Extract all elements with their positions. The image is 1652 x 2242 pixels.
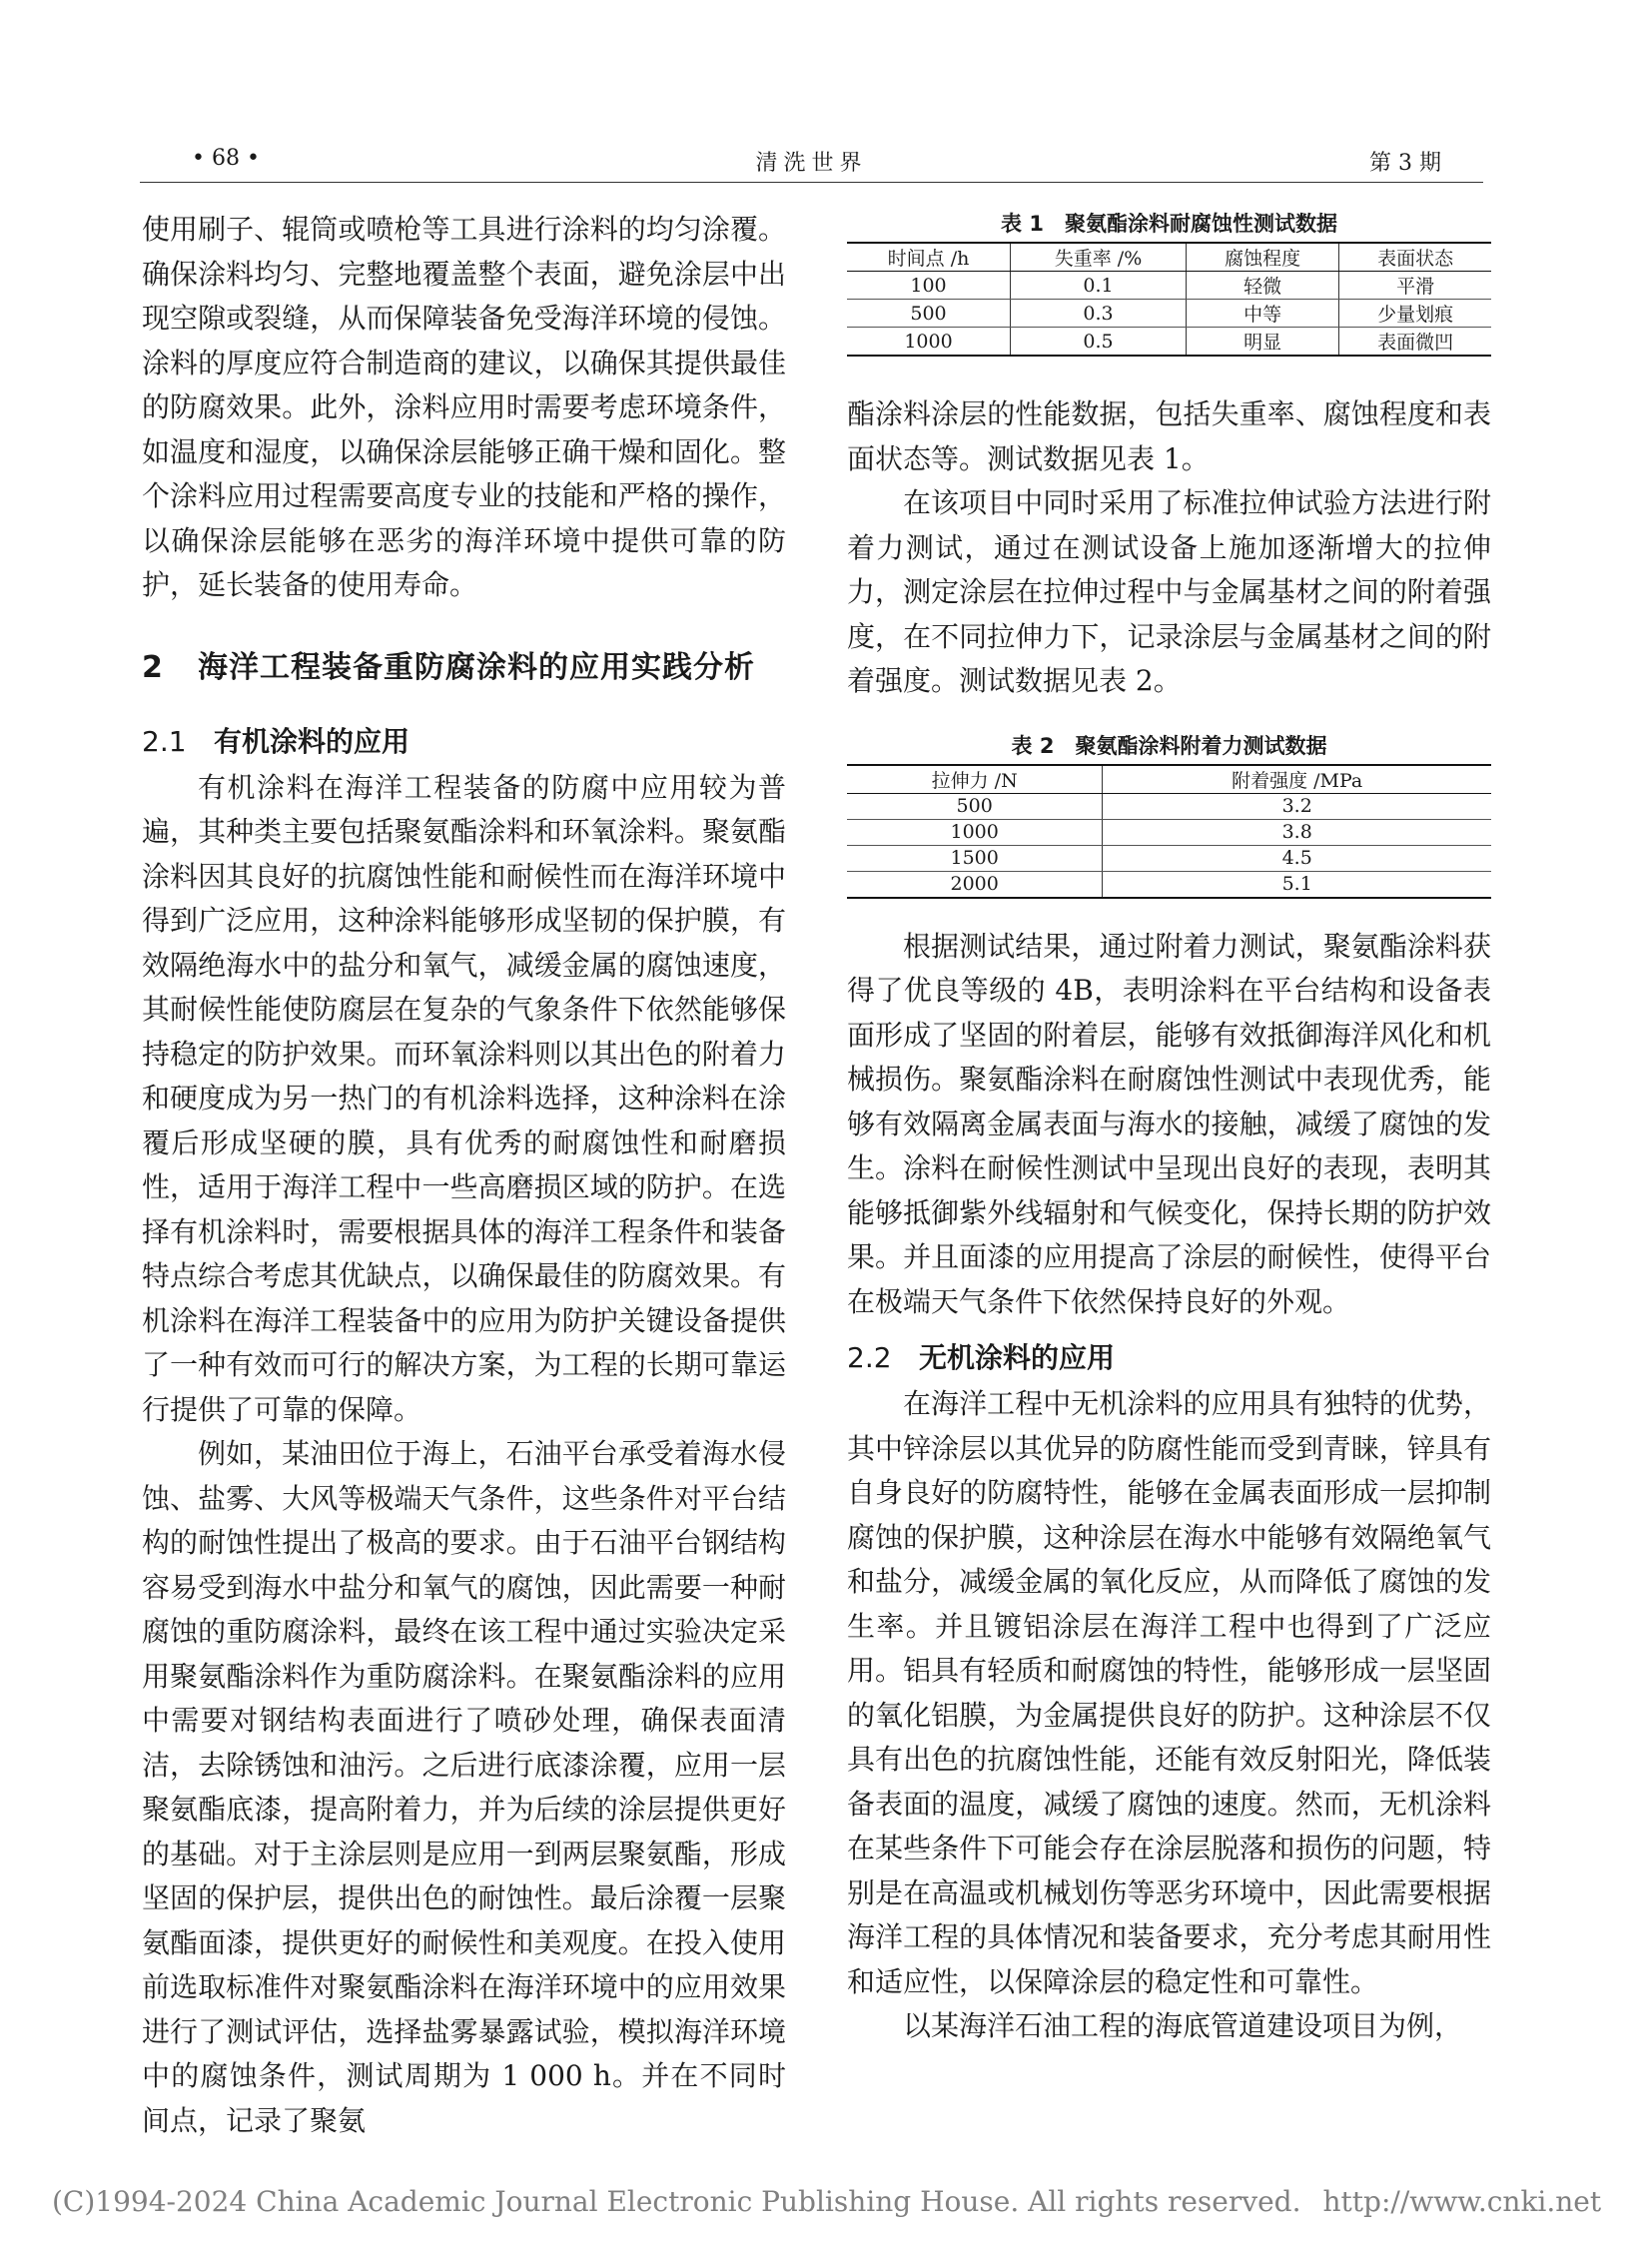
running-header	[140, 140, 1483, 183]
table-header-row	[847, 765, 1491, 794]
table-row	[847, 819, 1491, 845]
paragraph-test-results: 根据测试结果，通过附着力测试，聚氨酯涂料获得了优良等级的 4B，表明涂料在平台结构和设备表面形成了坚固的附着层，能够有效抵御海洋风化和机械损伤。聚氨酯涂料在耐腐蚀性测试中表现优秀，能够有效隔离金属表面与海水的接触，减缓了腐蚀的发生。涂料在耐候性测试中呈现出良好的表现，表明其能够抵御紫外线辐射和气候变化，保持长期的防护效果。并且面漆的应用提高了涂层的耐候性，使得平台在极端天气条件下依然保持良好的外观。	[847, 929, 1491, 1318]
section-heading-2	[142, 642, 786, 686]
table-row	[847, 845, 1491, 871]
left-column	[142, 208, 786, 2143]
table-cell: 少量划痕	[1339, 300, 1491, 328]
copyright-notice: (C)1994-2024 China Academic Journal Electronic Publishing House. All rights reserved.	[52, 2185, 1301, 2218]
table-cell: 表面微凹	[1339, 328, 1491, 357]
table-cell: 5.1	[1103, 871, 1491, 898]
subsection-heading-2-1	[142, 720, 786, 760]
table-cell: 1000	[847, 819, 1103, 845]
issue-label: 第 3 期	[1369, 151, 1441, 176]
table-2-grid	[847, 764, 1491, 899]
table-cell: 1500	[847, 845, 1103, 871]
table-row	[847, 300, 1491, 328]
table-cell: 3.8	[1103, 819, 1491, 845]
table-cell: 平滑	[1339, 272, 1491, 300]
paragraph-pipeline-example: 以某海洋石油工程的海底管道建设项目为例，	[903, 2009, 1463, 2042]
copyright-footer	[52, 2185, 1601, 2218]
subsection-number: 2.1	[142, 724, 187, 758]
table-cell: 2000	[847, 871, 1103, 898]
table-row	[847, 272, 1491, 300]
table-2	[847, 730, 1491, 899]
section-number: 2	[142, 649, 164, 685]
table-cell: 0.3	[1011, 300, 1187, 328]
table-header-row	[847, 243, 1491, 272]
paragraph-intro: 使用刷子、辊筒或喷枪等工具进行涂料的均匀涂覆。确保涂料均匀、完整地覆盖整个表面，避免涂层中出现空隙或裂缝，从而保障装备免受海洋环境的侵蚀。涂料的厚度应符合制造商的建议，以确保其提供最佳的防腐效果。此外，涂料应用时需要考虑环境条件，如温度和湿度，以确保涂层能够正确干燥和固化。整个涂料应用过程需要高度专业的技能和严格的操作，以确保涂层能够在恶劣的海洋环境中提供可靠的防护，延长装备的使用寿命。	[142, 213, 786, 601]
table-cell: 中等	[1187, 300, 1339, 328]
journal-title: 清洗世界	[755, 151, 868, 176]
column-header: 拉伸力 /N	[847, 765, 1103, 794]
table-row	[847, 328, 1491, 357]
table-cell: 明显	[1187, 328, 1339, 357]
subsection-number: 2.2	[847, 1341, 892, 1374]
table-cell: 100	[847, 272, 1011, 300]
column-header: 腐蚀程度	[1187, 243, 1339, 272]
table-1	[847, 208, 1491, 357]
table-cell: 500	[847, 793, 1103, 819]
column-header: 附着强度 /MPa	[1103, 765, 1491, 794]
table-1-title: 表 1 聚氨酯涂料耐腐蚀性测试数据	[1001, 212, 1337, 236]
table-2-title: 表 2 聚氨酯涂料附着力测试数据	[1011, 733, 1327, 758]
table-cell: 500	[847, 300, 1011, 328]
paragraph-oilfield-example: 例如，某油田位于海上，石油平台承受着海水侵蚀、盐雾、大风等极端天气条件，这些条件对平台结构的耐蚀性提出了极高的要求。由于石油平台钢结构容易受到海水中盐分和氧气的腐蚀，因此需要一种耐腐蚀的重防腐涂料，最终在该工程中通过实验决定采用聚氨酯涂料作为重防腐涂料。在聚氨酯涂料的应用中需要对钢结构表面进行了喷砂处理，确保表面清洁，去除锈蚀和油污。之后进行底漆涂覆，应用一层聚氨酯底漆，提高附着力，并为后续的涂层提供更好的基础。对于主涂层则是应用一到两层聚氨酯，形成坚固的保护层，提供出色的耐蚀性。最后涂覆一层聚氨酯面漆，提供更好的耐候性和美观度。在投入使用前选取标准件对聚氨酯涂料在海洋环境中的应用效果进行了测试评估，选择盐雾暴露试验，模拟海洋环境中的腐蚀条件，测试周期为 1 000 h。并在不同时间点，记录了聚氨	[142, 1437, 786, 2137]
paragraph-adhesion-method: 在该项目中同时采用了标准拉伸试验方法进行附着力测试，通过在测试设备上施加逐渐增大的拉伸力，测定涂层在拉伸过程中与金属基材之间的附着强度，在不同拉伸力下，记录涂层与金属基材之间的附着强度。测试数据见表 2。	[847, 486, 1491, 697]
paragraph-test-data-intro: 酯涂料涂层的性能数据，包括失重率、腐蚀程度和表面状态等。测试数据见表 1。	[847, 397, 1491, 475]
column-header: 失重率 /%	[1011, 243, 1187, 272]
table-1-grid	[847, 242, 1491, 357]
table-row	[847, 793, 1491, 819]
table-cell: 0.1	[1011, 272, 1187, 300]
page-number: • 68 •	[192, 146, 260, 171]
paragraph-organic-coatings: 有机涂料在海洋工程装备的防腐中应用较为普遍，其种类主要包括聚氨酯涂料和环氧涂料。聚氨酯涂料因其良好的抗腐蚀性能和耐候性而在海洋环境中得到广泛应用，这种涂料能够形成坚韧的保护膜，有效隔绝海水中的盐分和氧气，减缓金属的腐蚀速度，其耐候性能使防腐层在复杂的气象条件下依然能够保持稳定的防护效果。而环氧涂料则以其出色的附着力和硬度成为另一热门的有机涂料选择，这种涂料在涂覆后形成坚硬的膜，具有优秀的耐腐蚀性和耐磨损性，适用于海洋工程中一些高磨损区域的防护。在选择有机涂料时，需要根据具体的海洋工程条件和装备特点综合考虑其优缺点，以确保最佳的防腐效果。有机涂料在海洋工程装备中的应用为防护关键设备提供了一种有效而可行的解决方案，为工程的长期可靠运行提供了可靠的保障。	[142, 770, 786, 1426]
table-row	[847, 871, 1491, 898]
footer-url[interactable]: http://www.cnki.net	[1322, 2185, 1602, 2218]
section-title: 海洋工程装备重防腐涂料的应用实践分析	[198, 649, 755, 685]
table-cell: 4.5	[1103, 845, 1491, 871]
paragraph-inorganic-coatings: 在海洋工程中无机涂料的应用具有独特的优势，其中锌涂层以其优异的防腐性能而受到青睐，锌具有自身良好的防腐特性，能够在金属表面形成一层抑制腐蚀的保护膜，这种涂层在海水中能够有效隔绝氧气和盐分，减缓金属的氧化反应，从而降低了腐蚀的发生率。并且镀铝涂层在海洋工程中也得到了广泛应用。铝具有轻质和耐腐蚀的特性，能够形成一层坚固的氧化铝膜，为金属提供良好的防护。这种涂层不仅具有出色的抗腐蚀性能，还能有效反射阳光，降低装备表面的温度，减缓了腐蚀的速度。然而，无机涂料在某些条件下可能会存在涂层脱落和损伤的问题，特别是在高温或机械划伤等恶劣环境中，因此需要根据海洋工程的具体情况和装备要求，充分考虑其耐用性和适应性，以保障涂层的稳定性和可靠性。	[847, 1387, 1491, 1998]
table-cell: 1000	[847, 328, 1011, 357]
column-header: 时间点 /h	[847, 243, 1011, 272]
column-header: 表面状态	[1339, 243, 1491, 272]
right-column	[847, 208, 1491, 2049]
table-cell: 3.2	[1103, 793, 1491, 819]
table-cell: 轻微	[1187, 272, 1339, 300]
subsection-title: 无机涂料的应用	[919, 1341, 1116, 1374]
subsection-title: 有机涂料的应用	[214, 724, 411, 758]
table-cell: 0.5	[1011, 328, 1187, 357]
subsection-heading-2-2	[847, 1336, 1491, 1376]
